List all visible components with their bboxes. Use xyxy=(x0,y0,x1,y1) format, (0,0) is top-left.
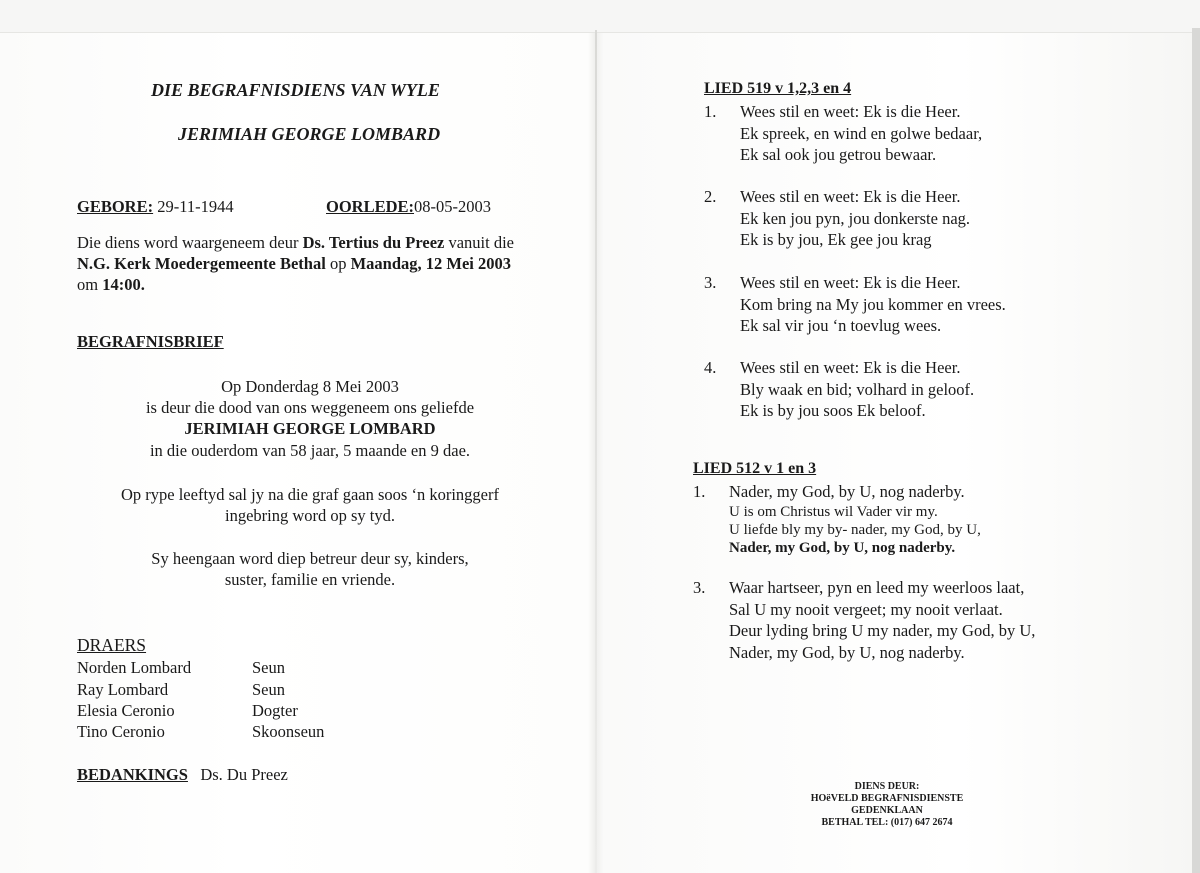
bearer-name: Ray Lombard xyxy=(77,680,169,699)
verse-line: Ek ken jou pyn, jou donkerste nag. xyxy=(740,208,971,228)
letter-line: Op Donderdag 8 Mei 2003 xyxy=(221,377,399,396)
service-text-4: om xyxy=(77,275,103,294)
service-paragraph xyxy=(77,232,577,295)
verse-line: U is om Christus wil Vader vir my. xyxy=(729,503,938,520)
left-page xyxy=(0,0,595,873)
bearer-name: Norden Lombard xyxy=(77,658,192,677)
verse-line: Ek sal ook jou getrou bewaar. xyxy=(740,145,937,164)
died-date: 08-05-2003 xyxy=(414,197,492,216)
hymn-512-verse-1 xyxy=(693,481,1163,561)
bearer-relation: Skoonseun xyxy=(252,722,325,741)
service-text-1: Die diens word waargeneem deur xyxy=(77,233,303,252)
hymn-512-heading: LIED 512 v 1 en 3 xyxy=(693,460,817,477)
hymn-519-verse-4 xyxy=(704,357,1144,423)
letter-line: is deur die dood van ons weggeneem ons geliefde xyxy=(145,398,475,417)
title-line-1: DIE BEGRAFNISDIENS VAN WYLE xyxy=(151,80,440,100)
died-line xyxy=(326,196,491,217)
right-page xyxy=(597,0,1192,873)
verse-line: Waar hartseer, pyn en leed my weerloos laat, xyxy=(729,578,1025,597)
verse-line: Ek spreek, en wind en golwe bedaar, xyxy=(740,123,983,143)
verse-line: Kom bring na My jou kommer en vrees. xyxy=(740,294,1006,314)
thanks-line xyxy=(77,764,288,785)
service-church: N.G. Kerk Moedergemeente Bethal xyxy=(77,254,326,273)
verse-line: Bly waak en bid; volhard in geloof. xyxy=(740,379,975,399)
bearer-relation: Seun xyxy=(252,658,285,677)
verse-number: 1. xyxy=(693,482,706,501)
thanks-heading: BEDANKINGS xyxy=(77,765,188,784)
verse-line: Nader, my God, by U, nog naderby. xyxy=(729,539,956,556)
verse-number: 1. xyxy=(704,102,717,121)
verse-number: 2. xyxy=(704,187,717,206)
bearer-name: Tino Ceronio xyxy=(77,722,165,741)
born-label: GEBORE: xyxy=(77,197,154,216)
hymn-512-verse-3 xyxy=(693,577,1163,665)
verse-line: Deur lyding bring U my nader, my God, by U, xyxy=(729,621,1036,640)
letter-line: Sy heengaan word diep betreur deur sy, kinders, xyxy=(151,549,469,568)
born-line xyxy=(77,196,234,217)
verse-line: Nader, my God, by U, nog naderby. xyxy=(729,642,965,662)
title-line-2: JERIMIAH GEORGE LOMBARD xyxy=(178,124,441,144)
hymn-519-verse-2 xyxy=(704,186,1144,252)
funeral-home-footer xyxy=(767,781,1007,829)
verse-line: Ek is by jou, Ek gee jou krag xyxy=(740,230,932,249)
footer-line: GEDENKLAAN xyxy=(851,805,923,816)
bearer-relation: Dogter xyxy=(252,701,298,720)
scan-right-edge xyxy=(1192,28,1200,873)
hymn-519-heading: LIED 519 v 1,2,3 en 4 xyxy=(704,80,852,97)
letter-line: suster, familie en vriende. xyxy=(224,570,396,589)
footer-line: HOëVELD BEGRAFNISDIENSTE xyxy=(810,793,964,804)
verse-line: Nader, my God, by U, nog naderby. xyxy=(729,482,965,501)
hymn-519-verse-3 xyxy=(704,272,1144,338)
hymn-519-verse-1 xyxy=(704,101,1144,167)
letter-verse-line: ingebring word op sy tyd. xyxy=(224,506,396,525)
verse-line: Ek is by jou soos Ek beloof. xyxy=(740,401,926,420)
verse-line: Sal U my nooit vergeet; my nooit verlaat. xyxy=(729,599,1003,619)
service-minister: Ds. Tertius du Preez xyxy=(302,233,445,252)
bearer-relation: Seun xyxy=(252,680,285,699)
verse-line: Wees stil en weet: Ek is die Heer. xyxy=(740,358,961,377)
verse-line: Wees stil en weet: Ek is die Heer. xyxy=(740,273,961,292)
service-time: 14:00. xyxy=(102,275,145,294)
letter-line: in die ouderdom van 58 jaar, 5 maande en 9 dae. xyxy=(149,441,471,460)
service-text-2: vanuit die xyxy=(444,233,515,252)
bearers-heading: DRAERS xyxy=(77,635,147,655)
verse-line: Ek sal vir jou ‘n toevlug wees. xyxy=(740,316,942,335)
died-label: OORLEDE: xyxy=(326,197,415,216)
service-day: Maandag, 12 Mei 2003 xyxy=(350,254,511,273)
verse-number: 3. xyxy=(704,273,717,292)
service-text-3: op xyxy=(325,254,351,273)
verse-number: 3. xyxy=(693,578,706,597)
letter-heading: BEGRAFNISBRIEF xyxy=(77,332,224,351)
footer-line: DIENS DEUR: xyxy=(854,781,920,792)
verse-line: Wees stil en weet: Ek is die Heer. xyxy=(740,102,961,121)
bearer-name: Elesia Ceronio xyxy=(77,701,175,720)
letter-verse-line: Op rype leeftyd sal jy na die graf gaan soos ‘n koringgerf xyxy=(120,485,499,504)
verse-number: 4. xyxy=(704,358,717,377)
footer-line: BETHAL TEL: (017) 647 2674 xyxy=(821,817,953,828)
verse-line: Wees stil en weet: Ek is die Heer. xyxy=(740,187,961,206)
letter-deceased-name: JERIMIAH GEORGE LOMBARD xyxy=(184,419,436,438)
thanks-value: Ds. Du Preez xyxy=(200,765,288,784)
verse-line: U liefde bly my by- nader, my God, by U, xyxy=(729,521,981,538)
born-date: 29-11-1944 xyxy=(153,197,234,216)
